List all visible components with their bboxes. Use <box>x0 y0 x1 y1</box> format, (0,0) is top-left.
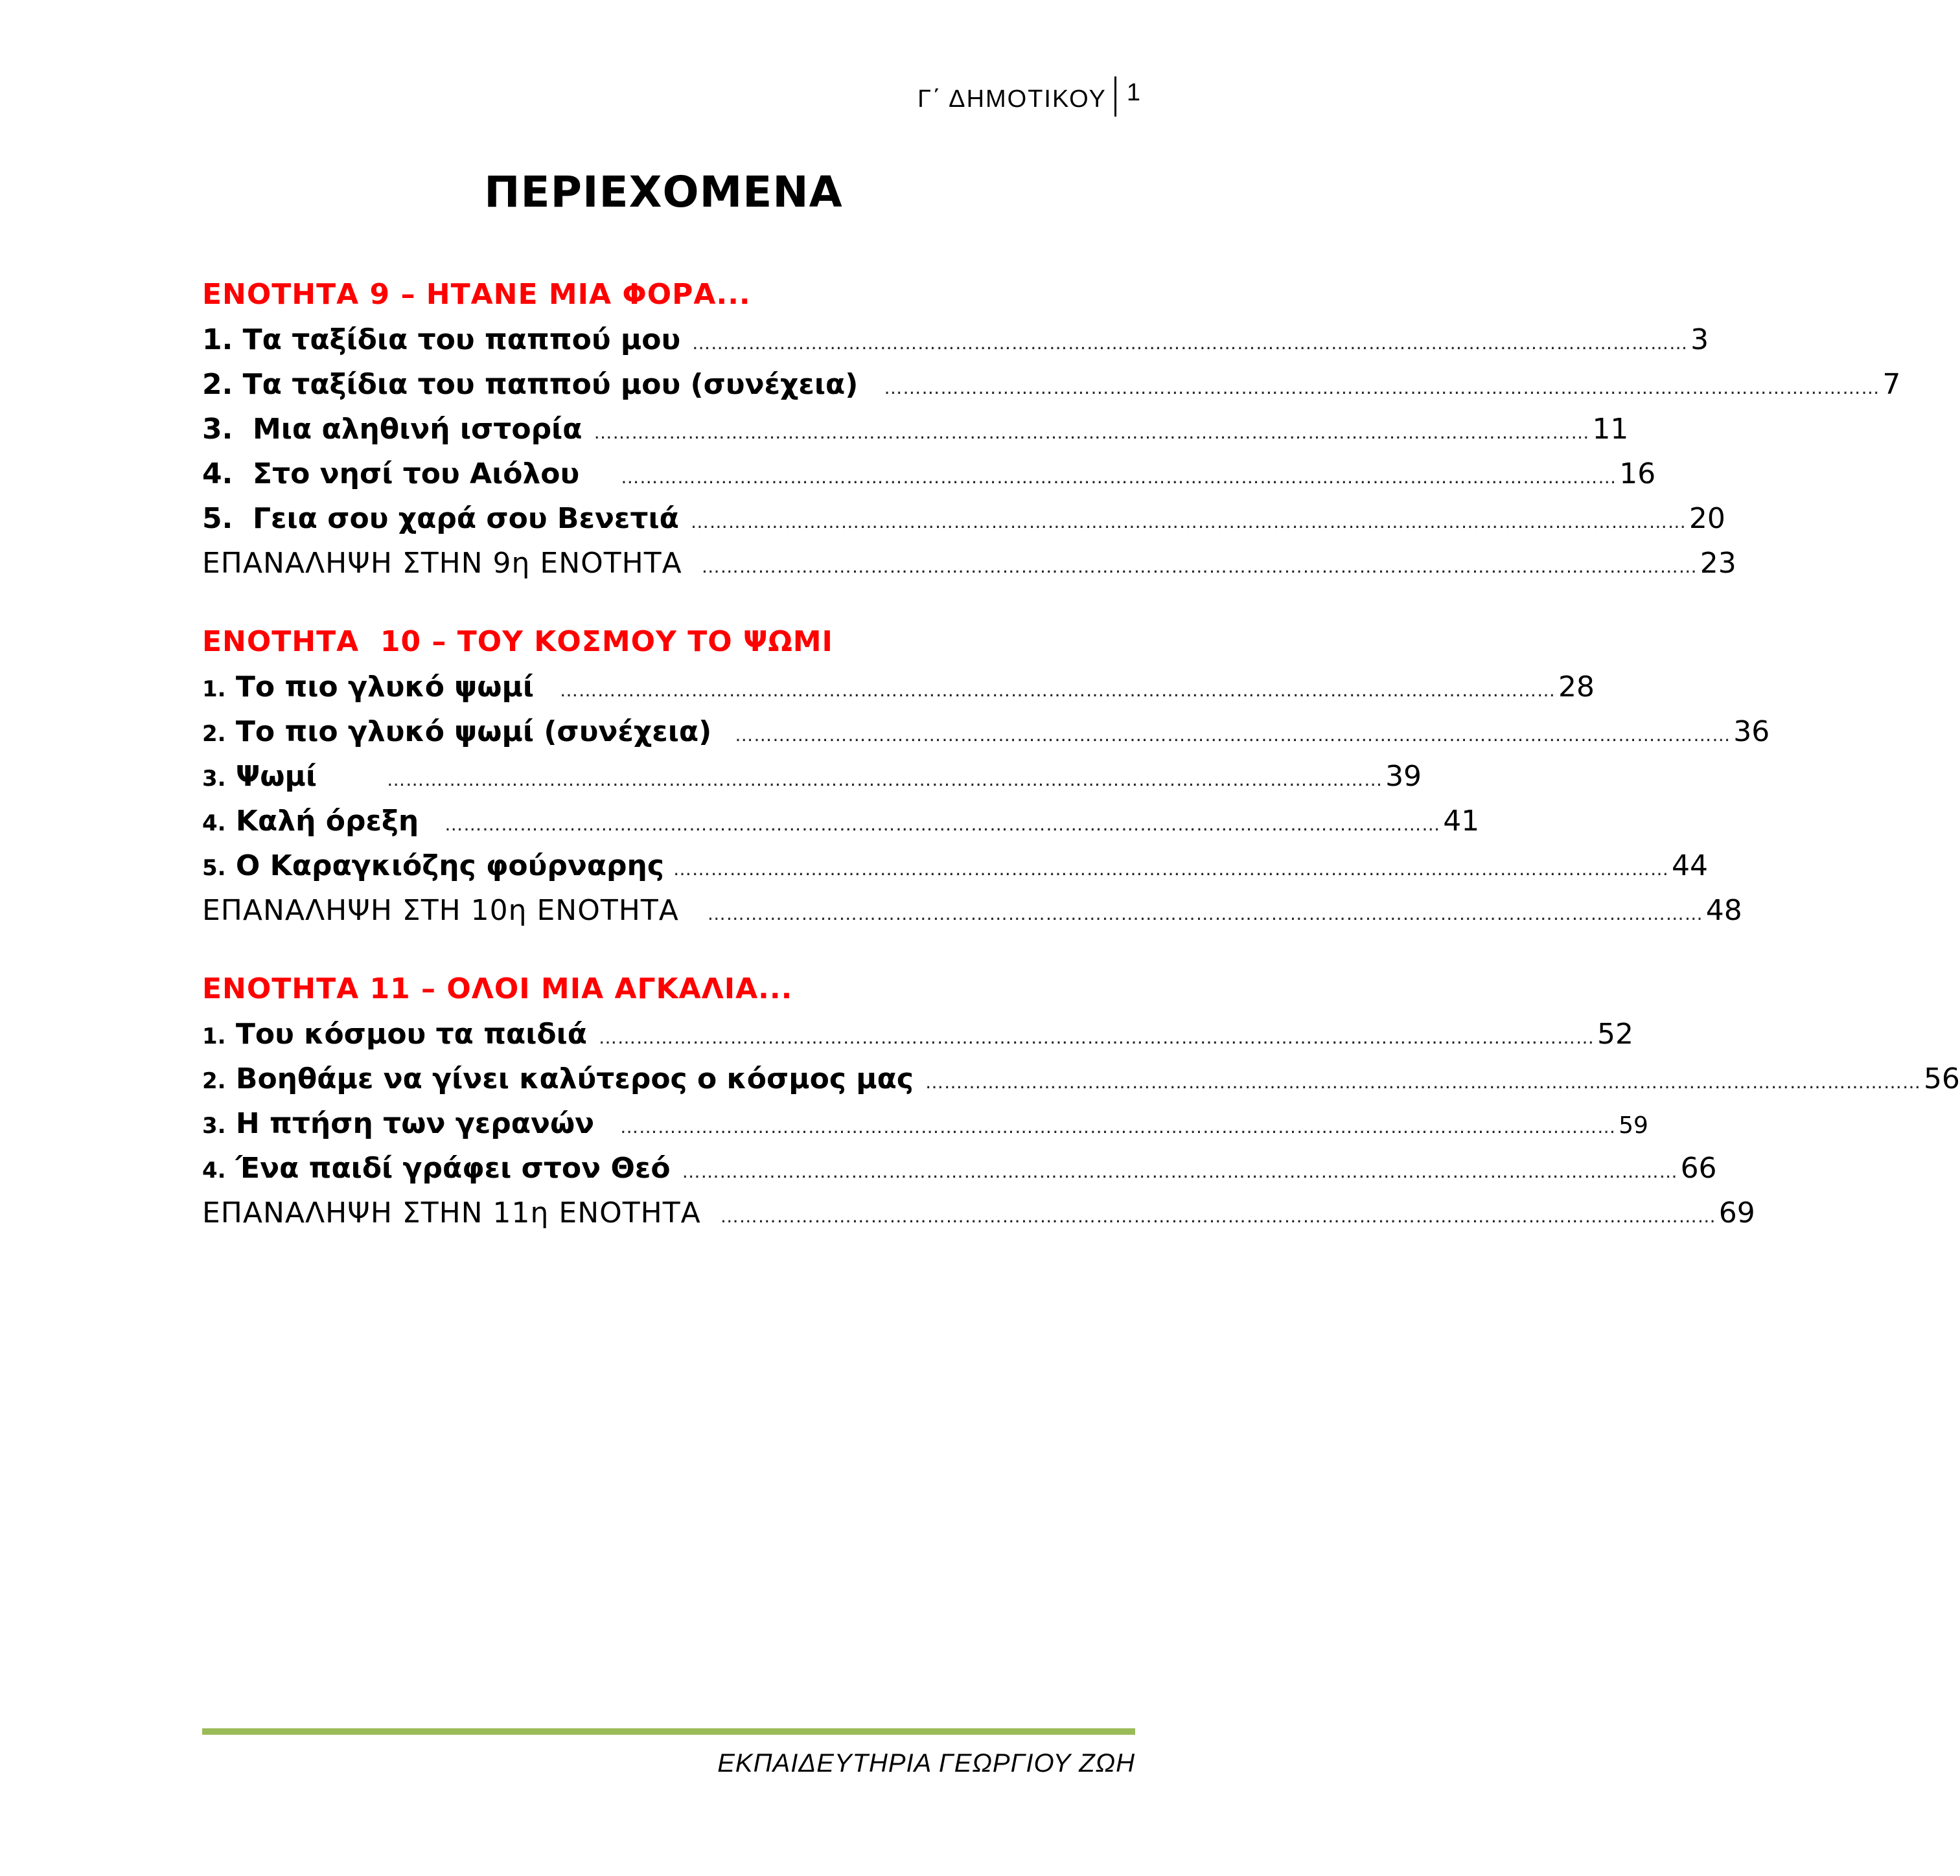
review-entry[interactable] <box>202 888 1742 933</box>
entry-title: Γεια σου χαρά σου Βενετιά <box>252 502 679 535</box>
unit-9 <box>202 272 1901 586</box>
unit-10 <box>202 619 1770 933</box>
entry-number: 3. <box>202 1113 226 1139</box>
dot-leader: …………………………………………………………………………………………………………………………………………… <box>884 377 1880 398</box>
entry-number: 3. <box>202 766 226 792</box>
entry-page: 23 <box>1700 547 1736 580</box>
entry-number: 4. <box>202 1158 226 1184</box>
review-title: ΕΠΑΝΑΛΗΨΗ ΣΤΗΝ 9η ΕΝΟΤΗΤΑ <box>202 547 682 580</box>
entry-page: 16 <box>1619 457 1656 490</box>
dot-leader: …………………………………………………………………………………………………………………………………………… <box>925 1071 1921 1093</box>
entry-page: 66 <box>1680 1152 1717 1185</box>
footer-rule <box>202 1728 1135 1735</box>
entry-title: Του κόσμου τα παιδιά <box>235 1018 587 1051</box>
entry-title: Η πτήση των γερανών <box>235 1107 595 1140</box>
entry-title: Το πιο γλυκό ψωμί (συνέχεια) <box>235 715 712 748</box>
entry-number: 2. <box>202 721 226 747</box>
entry-title: Τα ταξίδια του παππού μου (συνέχεια) <box>242 368 859 401</box>
entry-number: 2. <box>202 368 233 401</box>
entry-page: 3 <box>1690 323 1709 356</box>
entry-page: 7 <box>1882 368 1901 401</box>
review-title: ΕΠΑΝΑΛΗΨΗ ΣΤΗ 10η ΕΝΟΤΗΤΑ <box>202 894 679 927</box>
entry-page: 44 <box>1671 849 1708 882</box>
entry-title: Ένα παιδί γράφει στον Θεό <box>235 1152 671 1185</box>
dot-leader: …………………………………………………………………………………………………………………………………………… <box>720 1206 1716 1227</box>
footer-author: ΕΚΠΑΙΔΕΥΤΗΡΙΑ ΓΕΩΡΓΙΟΥ ΖΩΗ <box>717 1749 1135 1778</box>
toc-entry[interactable] <box>202 1146 1717 1191</box>
toc-entry[interactable] <box>202 1057 1960 1101</box>
toc-entry[interactable] <box>202 362 1901 407</box>
entry-number: 1. <box>202 676 226 702</box>
entry-page: 69 <box>1718 1196 1755 1230</box>
page-header <box>917 76 1140 119</box>
entry-title: Ψωμί <box>235 760 317 793</box>
page-title: ΠΕΡΙΕΧΟΜΕΝΑ <box>484 167 843 217</box>
unit-heading: ΕΝΟΤΗΤΑ 9 – ΗΤΑΝΕ ΜΙΑ ΦΟΡΑ... <box>202 278 751 311</box>
entry-number: 3. <box>202 413 233 446</box>
dot-leader: …………………………………………………………………………………………………………………………………………… <box>387 769 1383 790</box>
entry-title: Τα ταξίδια του παππού μου <box>242 323 681 356</box>
entry-number: 1. <box>202 1024 226 1049</box>
entry-title: Στο νησί του Αιόλου <box>252 457 580 490</box>
entry-number: 4. <box>202 457 233 490</box>
unit-heading: ΕΝΟΤΗΤΑ 10 – ΤΟΥ ΚΟΣΜΟΥ ΤΟ ΨΩΜΙ <box>202 625 833 658</box>
entry-page: 28 <box>1558 670 1595 704</box>
entry-title: Ο Καραγκιόζης φούρναρης <box>235 849 664 882</box>
entry-page: 11 <box>1592 413 1629 446</box>
entry-number: 5. <box>202 502 233 535</box>
toc-entry[interactable] <box>202 496 1725 541</box>
dot-leader: …………………………………………………………………………………………………………………………………………… <box>707 903 1703 924</box>
toc-entry[interactable] <box>202 665 1595 709</box>
entry-page: 36 <box>1733 715 1770 748</box>
entry-number: 2. <box>202 1068 226 1094</box>
toc-entry[interactable] <box>202 843 1708 888</box>
page-number: 1 <box>1126 79 1140 106</box>
review-entry[interactable] <box>202 541 1736 586</box>
entry-page: 39 <box>1385 760 1422 793</box>
dot-leader: …………………………………………………………………………………………………………………………………………… <box>560 680 1556 701</box>
toc-entry[interactable] <box>202 754 1422 799</box>
dot-leader: …………………………………………………………………………………………………………………………………………… <box>598 1027 1595 1048</box>
dot-leader: …………………………………………………………………………………………………………………………………………… <box>682 1161 1678 1182</box>
dot-leader: …………………………………………………………………………………………………………………………………………… <box>701 556 1698 577</box>
entry-number: 5. <box>202 855 226 881</box>
dot-leader: …………………………………………………………………………………………………………………………………………… <box>692 332 1689 354</box>
toc-entry[interactable] <box>202 407 1629 452</box>
grade-label: Γ΄ ΔΗΜΟΤΙΚΟΥ <box>917 86 1107 113</box>
entry-page: 41 <box>1443 805 1480 838</box>
entry-title: Καλή όρεξη <box>235 805 419 838</box>
toc-entry[interactable] <box>202 317 1709 362</box>
dot-leader: …………………………………………………………………………………………………………………………………………… <box>673 858 1669 880</box>
entry-number: 4. <box>202 810 226 836</box>
entry-page: 59 <box>1619 1112 1648 1139</box>
dot-leader: …………………………………………………………………………………………………………………………………………… <box>621 466 1617 488</box>
dot-leader: …………………………………………………………………………………………………………………………………………… <box>735 724 1731 746</box>
toc-entry[interactable] <box>202 709 1770 754</box>
entry-page: 56 <box>1923 1062 1960 1095</box>
unit-heading: ΕΝΟΤΗΤΑ 11 – ΟΛΟΙ ΜΙΑ ΑΓΚΑΛΙΑ... <box>202 972 793 1005</box>
entry-title: Βοηθάμε να γίνει καλύτερος ο κόσμος μας <box>235 1062 914 1095</box>
entry-page: 20 <box>1689 502 1725 535</box>
dot-leader: …………………………………………………………………………………………………………………………………………… <box>594 422 1590 443</box>
review-title: ΕΠΑΝΑΛΗΨΗ ΣΤΗΝ 11η ΕΝΟΤΗΤΑ <box>202 1196 701 1230</box>
dot-leader: …………………………………………………………………………………………………………………………………………… <box>620 1116 1617 1138</box>
toc-entry[interactable] <box>202 799 1480 843</box>
review-entry[interactable] <box>202 1191 1755 1235</box>
toc-entry[interactable] <box>202 1012 1633 1057</box>
entry-title: Μια αληθινή ιστορία <box>252 413 582 446</box>
dot-leader: …………………………………………………………………………………………………………………………………………… <box>444 814 1441 835</box>
entry-page: 52 <box>1597 1018 1633 1051</box>
toc-entry[interactable] <box>202 452 1656 496</box>
dot-leader: …………………………………………………………………………………………………………………………………………… <box>690 511 1687 532</box>
entry-number: 1. <box>202 323 233 356</box>
toc-entry[interactable] <box>202 1101 1648 1146</box>
entry-page: 48 <box>1705 894 1742 927</box>
entry-title: Το πιο γλυκό ψωμί <box>235 670 534 704</box>
header-divider <box>1114 76 1116 117</box>
unit-11 <box>202 967 1960 1235</box>
table-of-contents <box>202 272 1960 1269</box>
